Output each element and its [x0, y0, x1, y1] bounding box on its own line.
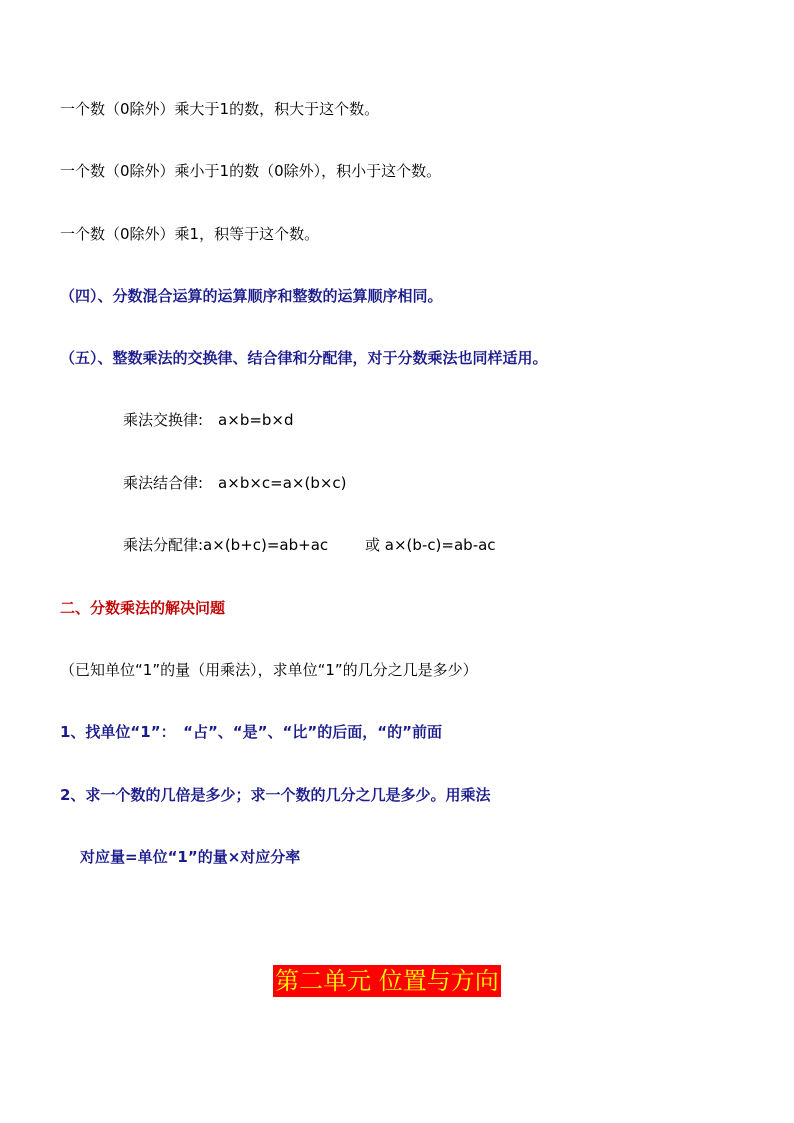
- law-commutative: 乘法交换律: a×b=b×d: [123, 411, 294, 429]
- law-distributive-or: 或 a×(b-c)=ab-ac: [365, 536, 496, 554]
- rule-greater-than-one: 一个数（0除外）乘大于1的数，积大于这个数。: [60, 100, 380, 118]
- unit-heading: 第二单元 位置与方向: [273, 965, 501, 997]
- section-four: （四）、分数混合运算的运算顺序和整数的运算顺序相同。: [60, 287, 443, 305]
- section-five: （五）、整数乘法的交换律、结合律和分配律，对于分数乘法也同样适用。: [60, 349, 548, 367]
- law-distributive: 乘法分配律:a×(b+c)=ab+ac: [123, 536, 329, 554]
- rule-equal-one: 一个数（0除外）乘1，积等于这个数。: [60, 225, 320, 243]
- rule-less-than-one: 一个数（0除外）乘小于1的数（0除外），积小于这个数。: [60, 162, 442, 180]
- part-two-title: 二、分数乘法的解决问题: [60, 599, 226, 617]
- law-associative: 乘法结合律: a×b×c=a×(b×c): [123, 474, 347, 492]
- formula: 对应量=单位“1”的量×对应分率: [80, 848, 301, 866]
- step-two: 2、求一个数的几倍是多少；求一个数的几分之几是多少。用乘法: [60, 786, 491, 804]
- part-two-note: （已知单位“1”的量（用乘法），求单位“1”的几分之几是多少）: [60, 661, 478, 679]
- step-one: 1、找单位“1”： “占”、“是”、“比”的后面，“的”前面: [60, 723, 442, 741]
